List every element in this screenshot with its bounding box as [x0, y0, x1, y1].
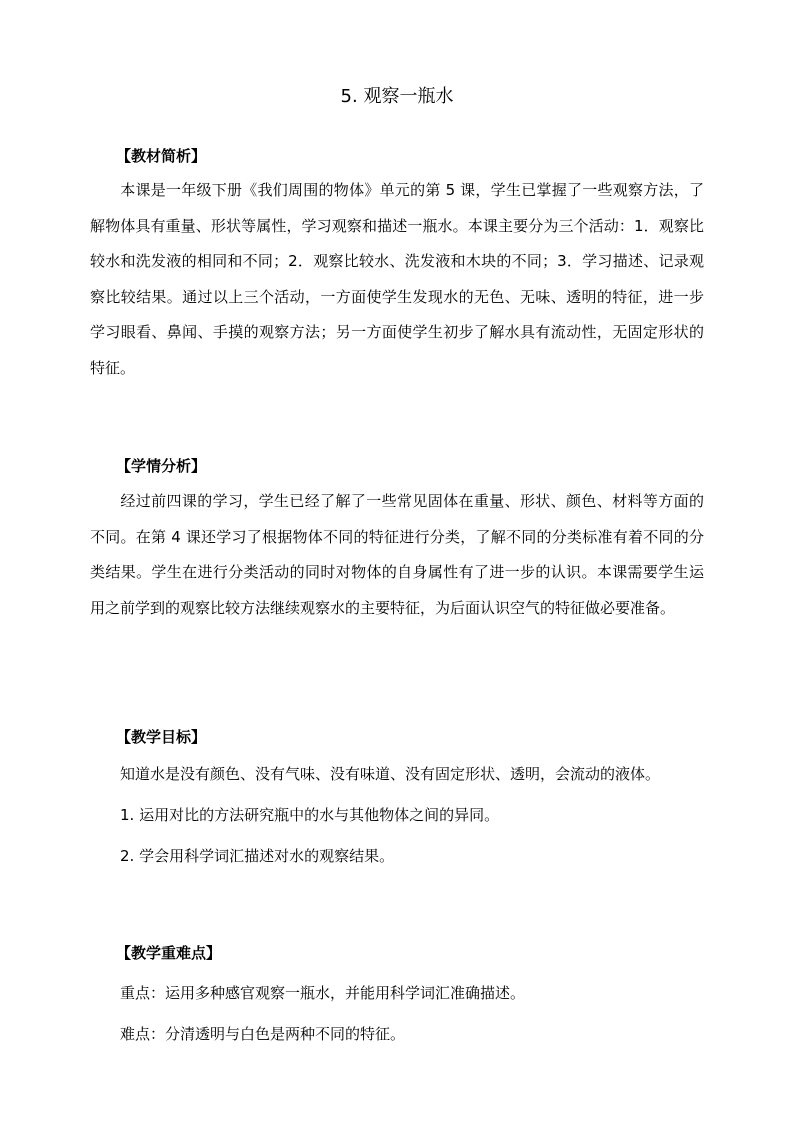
- paragraph-text: 经过前四课的学习，学生已经了解了一些常见固体在重量、形状、颜色、材料等方面的不同。在第 4 课还学习了根据物体不同的特征进行分类，了解不同的分类标准有着不同的分类结果。学生在进行分类活动的同时对物体的自身属性有了进一步的认识。本课需要学生运用之前学到的观察比较方法继续观察水的主要特征，为后面认识空气的特征做必要准备。: [90, 492, 704, 617]
- section-paragraph-textbook-analysis: [90, 173, 704, 386]
- section-heading-student-analysis: 【学情分析】: [116, 457, 207, 475]
- section-heading-textbook-analysis: 【教材简析】: [116, 147, 207, 165]
- section-heading-key-points: 【教学重难点】: [116, 944, 222, 962]
- section-paragraph-student-analysis: [90, 484, 704, 626]
- paragraph-text: 本课是一年级下册《我们周围的物体》单元的第 5 课，学生已掌握了一些观察方法，了解物体具有重量、形状等属性，学习观察和描述一瓶水。本课主要分为三个活动：1．观察比较水和洗发液的相同和不同；2．观察比较水、洗发液和木块的不同；3．学习描述、记录观察比较结果。通过以上三个活动，一方面使学生发现水的无色、无味、透明的特征，进一步学习眼看、鼻闻、手摸的观察方法；另一方面使学生初步了解水具有流动性，无固定形状的特征。: [90, 181, 704, 377]
- goal-line: 2. 学会用科学词汇描述对水的观察结果。: [120, 847, 395, 865]
- section-heading-teaching-goals: 【教学目标】: [116, 728, 207, 746]
- key-point-line: 重点：运用多种感官观察一瓶水，并能用科学词汇准确描述。: [120, 984, 526, 1002]
- goal-line: 知道水是没有颜色、没有气味、没有味道、没有固定形状、透明，会流动的液体。: [120, 765, 661, 783]
- goal-line: 1. 运用对比的方法研究瓶中的水与其他物体之间的异同。: [120, 806, 500, 824]
- difficulty-line: 难点：分清透明与白色是两种不同的特征。: [120, 1025, 406, 1043]
- document-title: 5. 观察一瓶水: [340, 86, 454, 107]
